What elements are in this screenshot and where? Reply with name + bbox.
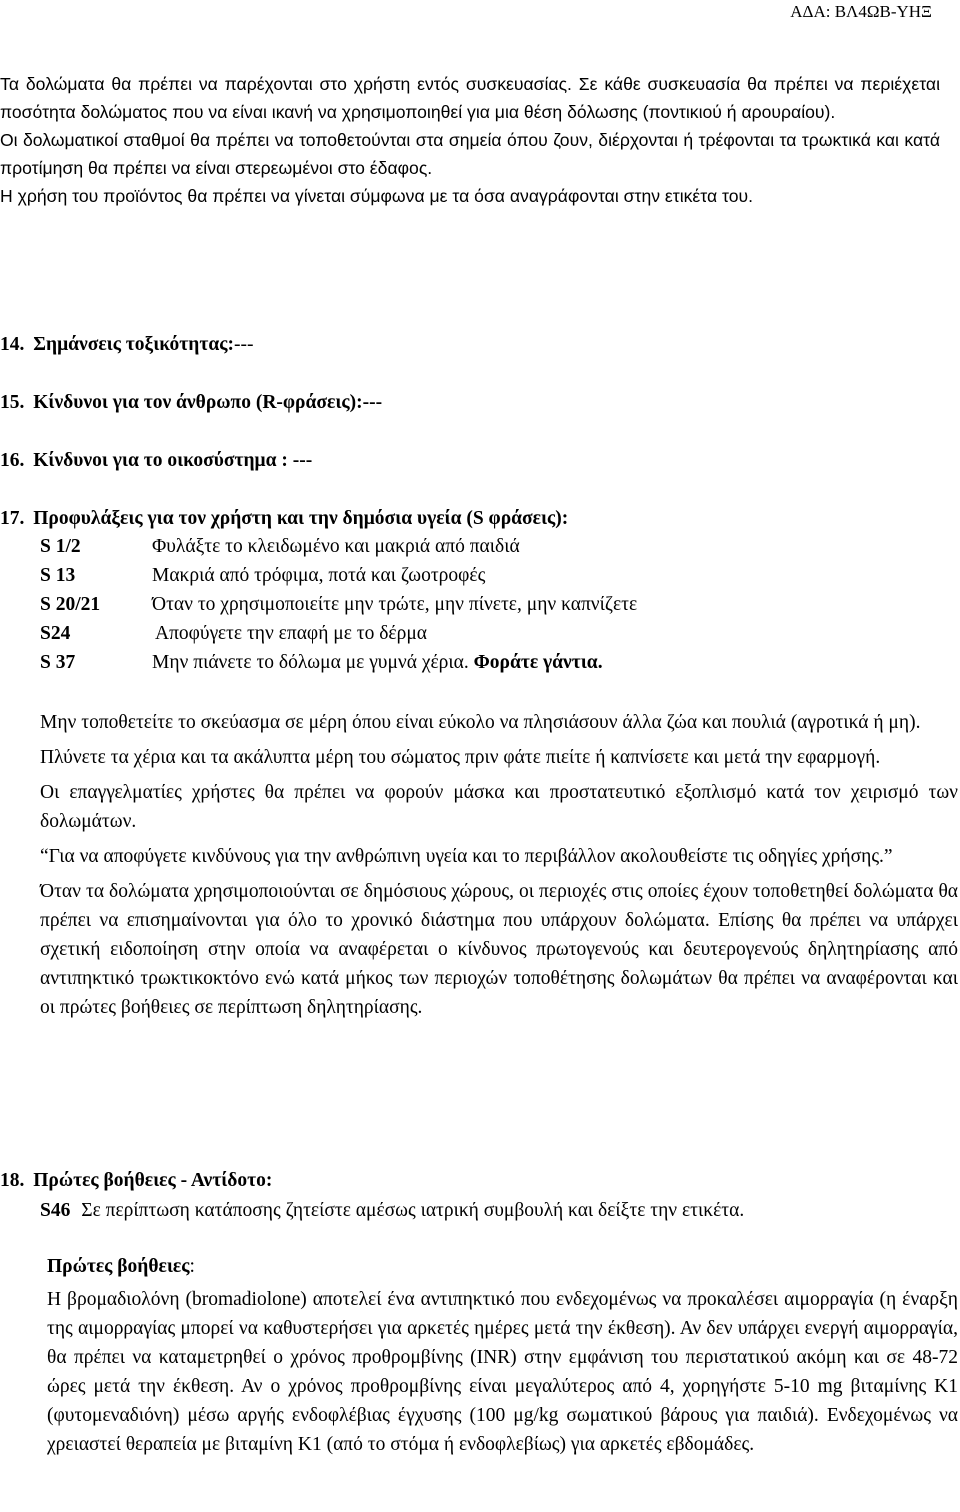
precautions-block <box>40 708 958 1022</box>
first-aid-heading <box>47 1256 195 1278</box>
s-phrase-text: Αποφύγετε την επαφή με το δέρμα <box>155 623 428 644</box>
intro-block <box>0 70 940 210</box>
first-aid-heading-text: Πρώτες βοήθειες <box>47 1256 190 1277</box>
section-18-title: Πρώτες βοήθειες - Αντίδοτο: <box>33 1170 273 1191</box>
section-14-title: Σημάνσεις τοξικότητας: <box>33 334 234 355</box>
first-aid-body-block <box>47 1285 958 1459</box>
s-phrases-list <box>0 536 960 686</box>
section-15-title: Κίνδυνοι για τον άνθρωπο (R-φράσεις):--- <box>33 392 383 413</box>
s-phrase-code: S 1/2 <box>40 536 81 557</box>
section-17 <box>0 508 568 530</box>
section-14-number: 14. <box>0 334 25 355</box>
precaution-paragraph: Οι επαγγελματίες χρήστες θα πρέπει να φορούν μάσκα και προστατευτικό εξοπλισμό κατά τον χειρισμό των δολωμάτων. <box>40 782 958 832</box>
s-phrase-bold-text: Φοράτε γάντια. <box>473 652 603 673</box>
s-phrase-code: S24 <box>40 623 71 644</box>
first-aid-heading-colon: : <box>189 1256 195 1277</box>
s46-code: S46 <box>40 1200 71 1221</box>
s-phrase-text: Φυλάξτε το κλειδωμένο και μακριά από παιδιά <box>152 536 520 557</box>
intro-paragraph-label: Η χρήση του προϊόντος θα πρέπει να γίνεται σύμφωνα με τα όσα αναγράφονται στην ετικέτα του. <box>0 186 754 206</box>
intro-paragraph-packaging: Τα δολώματα θα πρέπει να παρέχονται στο χρήστη εντός συσκευασίας. Σε κάθε συσκευασία θα πρέπει να περιέχεται ποσότητα δολώματος που να είναι ικανή να χρησιμοποιηθεί για μια θέση δόλωσης (ποντικιού ή αρουραίου). <box>0 74 940 122</box>
s46-text: Σε περίπτωση κατάποσης ζητείστε αμέσως ιατρική συμβουλή και δείξτε την ετικέτα. <box>81 1200 745 1221</box>
section-17-number: 17. <box>0 508 25 529</box>
section-17-title: Προφυλάξεις για τον χρήστη και την δημόσια υγεία (S φράσεις): <box>33 508 569 529</box>
s-phrase-text: Μην πιάνετε το δόλωμα με γυμνά χέρια. <box>152 652 469 673</box>
first-aid-body: Η βρομαδιολόνη (bromadiolone) αποτελεί ένα αντιπηκτικό που ενδεχομένως να προκαλέσει αιμορραγία (η έναρξη της αιμορραγίας μπορεί να καθυστερήσει για αρκετές ημέρες μετά την έκθεση). Αν δεν υπάρχει ενεργή αιμορραγία, θα πρέπει να καταμετρηθεί ο χρόνος προθρομβίνης (INR) στην εμφάνιση του περιστατικού ακόμη και σε 48-72 ώρες μετά την έκθεση. Αν ο χρόνος προθρομβίνης είναι μεγαλύτερος από 4, χορηγήστε 5-10 mg βιταμίνης Κ1 (φυτομεναδιόνη) μέσω αργής ενδοφλέβιας έγχυσης (100 μg/kg σωματικού βάρους για παιδιά). Ενδεχομένως να χρειαστεί θεραπεία με βιταμίνη Κ1 (από το στόμα ή ενδοφλεβίως) για αρκετές εβδομάδες. <box>47 1289 958 1455</box>
section-16-number: 16. <box>0 450 25 471</box>
s-phrase-text: Όταν το χρησιμοποιείτε μην τρώτε, μην πίνετε, μην καπνίζετε <box>152 594 638 615</box>
s-phrase-text-group <box>152 652 603 674</box>
document-id-header: ΑΔΑ: ΒΛ4ΩΒ-ΥΗΞ <box>790 2 932 21</box>
section-15-number: 15. <box>0 392 25 413</box>
s-phrase-code: S 20/21 <box>40 594 101 615</box>
s-phrase-code: S 37 <box>40 652 76 673</box>
section-16 <box>0 450 312 472</box>
precaution-paragraph: Μην τοποθετείτε το σκεύασμα σε μέρη όπου είναι εύκολο να πλησιάσουν άλλα ζώα και πουλιά (αγροτικά ή μη). <box>40 712 921 733</box>
precaution-paragraph: Όταν τα δολώματα χρησιμοποιούνται σε δημόσιους χώρους, οι περιοχές στις οποίες έχουν τοποθετηθεί δολώματα θα πρέπει να επισημαίνονται για όλο το χρονικό διάστημα που υπάρχουν δολώματα. Επίσης θα πρέπει να υπάρχει σχετική ειδοποίηση στην οποία να αναφέρεται ο κίνδυνος πρωτογενούς και δευτερογενούς δηλητηρίασης από αντιπηκτικό τρωκτικοκτόνο ενώ κατά μήκος των περιοχών τοποθέτησης δολωμάτων θα πρέπει να αναφέρονται και οι πρώτες βοήθειες σε περίπτωση δηλητηρίασης. <box>40 881 958 1018</box>
section-18-number: 18. <box>0 1170 25 1191</box>
precaution-paragraph: Πλύνετε τα χέρια και τα ακάλυπτα μέρη του σώματος πριν φάτε πιείτε ή καπνίσετε και μετά την εφαρμογή. <box>40 747 881 768</box>
section-18 <box>0 1170 272 1192</box>
section-14 <box>0 334 253 356</box>
section-14-value: --- <box>233 334 254 355</box>
precaution-paragraph: “Για να αποφύγετε κινδύνους για την ανθρώπινη υγεία και το περιβάλλον ακολουθείστε τις οδηγίες χρήσης.” <box>40 846 893 867</box>
section-15 <box>0 392 382 414</box>
section-16-title: Κίνδυνοι για το οικοσύστημα : --- <box>33 450 313 471</box>
s-phrase-code: S 13 <box>40 565 76 586</box>
s-phrase-text: Μακριά από τρόφιμα, ποτά και ζωοτροφές <box>152 565 486 586</box>
s46-row <box>40 1200 744 1222</box>
intro-paragraph-stations: Οι δολωματικοί σταθμοί θα πρέπει να τοποθετούνται στα σημεία όπου ζουν, διέρχονται ή τρέφονται τα τρωκτικά και κατά προτίμηση θα πρέπει να είναι στερεωμένοι στο έδαφος. <box>0 130 940 178</box>
